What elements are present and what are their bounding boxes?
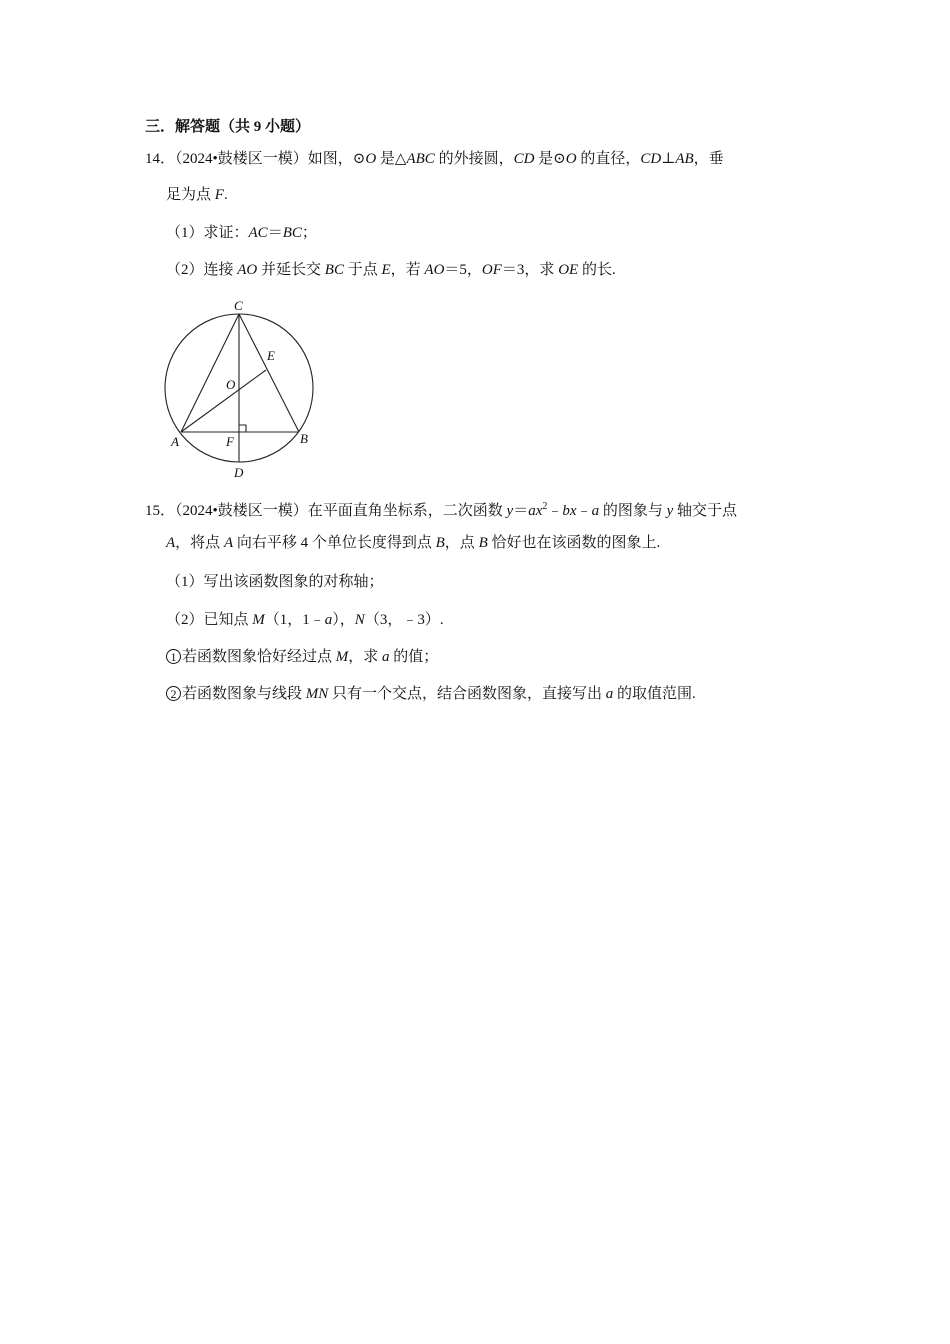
math-variable: E — [381, 262, 391, 278]
text-segment: 向右平移 4 个单位长度得到点 — [233, 535, 436, 551]
text-segment: ，将点 — [175, 535, 224, 551]
math-variable: bx — [562, 503, 577, 519]
text-segment: 足为点 — [166, 187, 215, 203]
text-segment: ； — [301, 225, 317, 241]
text-segment: （3，﹣3）. — [364, 612, 444, 628]
text-segment: . — [223, 187, 228, 203]
math-variable: CD — [640, 151, 662, 167]
q14-part1 — [166, 223, 317, 243]
label-c: C — [234, 298, 243, 313]
segment-ae — [181, 370, 266, 432]
label-a: A — [171, 434, 179, 449]
text-segment: 是△ — [376, 151, 407, 167]
math-variable: MN — [305, 686, 329, 702]
text-segment: 若函数图象恰好经过点 — [182, 649, 336, 665]
text-segment: 恰好也在该函数的图象上. — [487, 535, 661, 551]
text-segment: 若函数图象与线段 — [182, 686, 306, 702]
q14-part2 — [166, 260, 616, 280]
math-variable: AO — [424, 262, 445, 278]
label-e: E — [267, 348, 275, 363]
math-variable: BC — [324, 262, 344, 278]
q15-line — [145, 497, 737, 521]
label-o: O — [226, 377, 236, 392]
text-segment: 的值； — [389, 649, 439, 665]
text-segment: 于点 — [343, 262, 382, 278]
text-segment: （1）写出该函数图象的对称轴； — [166, 574, 384, 590]
text-segment: 的外接圆， — [434, 151, 514, 167]
text-segment: ＝ — [267, 225, 283, 241]
text-segment: （1，1﹣ — [264, 612, 325, 628]
math-variable: a — [605, 686, 614, 702]
math-variable: OE — [558, 262, 579, 278]
text-segment: 15．（2024•鼓楼区一模）在平面直角坐标系，二次函数 — [145, 503, 507, 519]
text-segment: ＝ — [513, 503, 529, 519]
text-segment: 2 — [542, 501, 548, 512]
q15-subpart2 — [166, 684, 696, 704]
text-segment: 14．（2024•鼓楼区一模）如图，⊙ — [145, 151, 366, 167]
right-angle-mark — [239, 425, 246, 432]
q15-subpart1 — [166, 647, 438, 667]
q14-line — [166, 185, 228, 205]
math-variable: BC — [282, 225, 302, 241]
text-segment: 的直径， — [576, 151, 641, 167]
q15-line — [166, 533, 660, 553]
label-d: D — [234, 465, 244, 480]
math-variable: AC — [248, 225, 268, 241]
math-variable: B — [478, 535, 488, 551]
text-segment: ，若 — [390, 262, 425, 278]
text-segment: 的取值范围. — [613, 686, 696, 702]
math-variable: N — [354, 612, 365, 628]
q15-part1 — [166, 572, 384, 592]
text-segment: （1）求证： — [166, 225, 249, 241]
q14-line — [145, 149, 724, 169]
text-segment: （2）连接 — [166, 262, 238, 278]
text-segment: ，点 — [444, 535, 479, 551]
circled-number: 1 — [166, 649, 181, 664]
section-heading: 三．解答题（共 9 小题） — [145, 119, 311, 135]
segment-ac — [181, 314, 239, 432]
math-variable: AO — [237, 262, 258, 278]
text-segment: ⊥ — [661, 151, 676, 167]
math-variable: OF — [481, 262, 502, 278]
label-b: B — [300, 431, 308, 446]
text-segment: ＝5， — [444, 262, 482, 278]
text-segment: 的图象与 — [599, 503, 667, 519]
q14-geometry-figure — [155, 295, 330, 485]
text-segment: ﹣ — [576, 503, 592, 519]
text-segment: ＝3，求 — [501, 262, 559, 278]
circled-number: 2 — [166, 686, 181, 701]
math-variable: y — [666, 503, 674, 519]
math-variable: A — [166, 535, 176, 551]
math-variable: A — [223, 535, 234, 551]
text-segment: ，求 — [348, 649, 383, 665]
text-segment: 轴交于点 — [673, 503, 738, 519]
q15-part2 — [166, 610, 444, 630]
math-variable: M — [252, 612, 265, 628]
text-segment: 是⊙ — [534, 151, 566, 167]
text-segment: 的长. — [578, 262, 616, 278]
text-segment: 并延长交 — [257, 262, 325, 278]
math-variable: O — [365, 151, 377, 167]
math-variable: F — [214, 187, 224, 203]
math-variable: B — [435, 535, 445, 551]
math-variable: CD — [513, 151, 535, 167]
text-segment: （2）已知点 — [166, 612, 253, 628]
text-segment: 只有一个交点，结合函数图象，直接写出 — [328, 686, 606, 702]
segment-bc — [239, 314, 299, 432]
math-variable: AB — [675, 151, 694, 167]
text-segment: ）， — [332, 612, 355, 628]
math-variable: ax — [528, 503, 543, 519]
math-variable: y — [506, 503, 514, 519]
text-segment: ﹣ — [547, 503, 563, 519]
math-variable: a — [382, 649, 390, 665]
math-variable: ABC — [406, 151, 435, 167]
math-variable: O — [565, 151, 577, 167]
text-segment: ，垂 — [693, 151, 724, 167]
math-variable: a — [591, 503, 600, 519]
label-f: F — [226, 434, 234, 449]
math-variable: a — [324, 612, 333, 628]
math-variable: M — [335, 649, 349, 665]
